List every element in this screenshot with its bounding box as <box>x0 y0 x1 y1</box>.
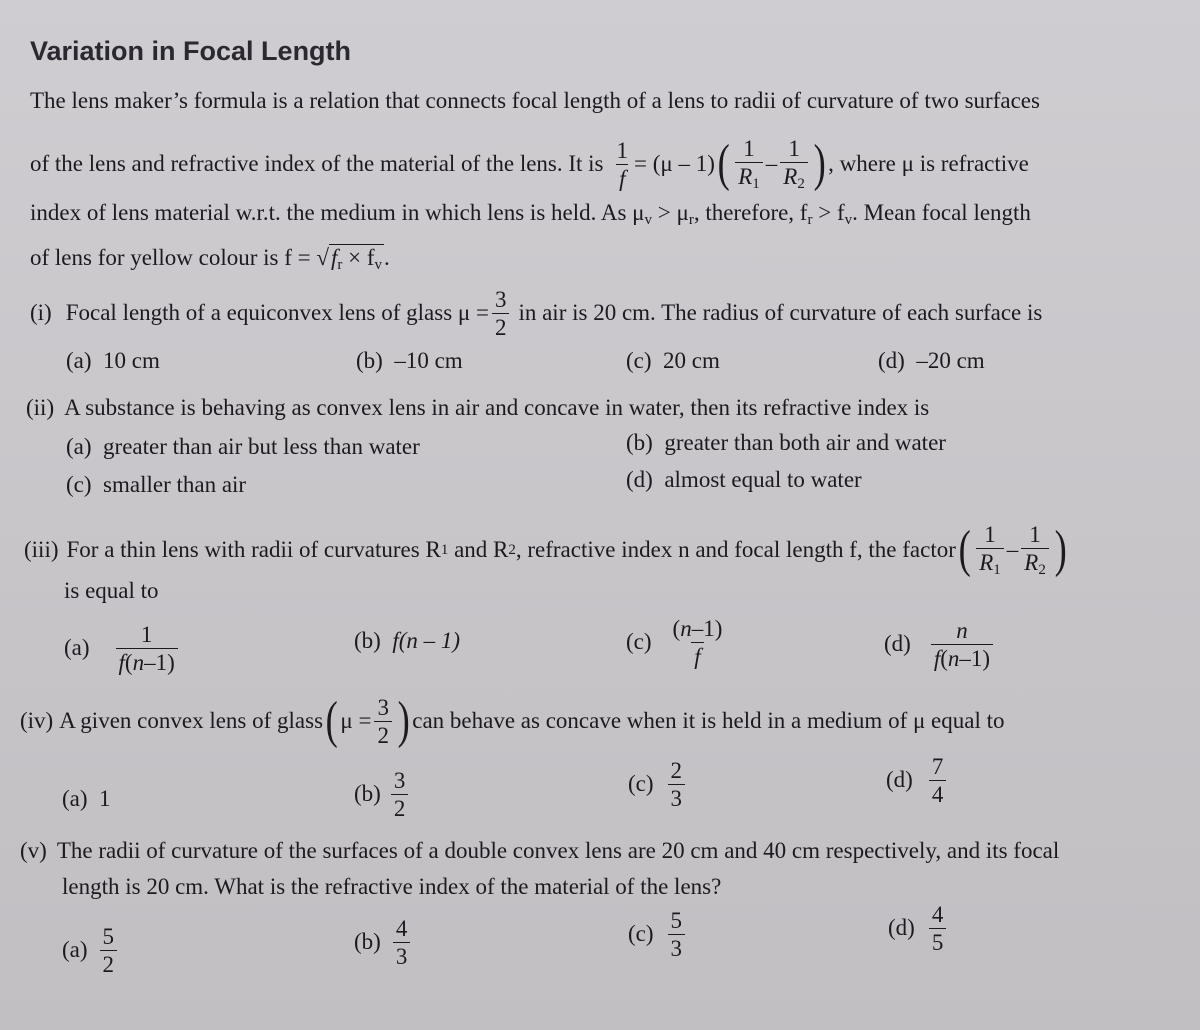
q4-option-d[interactable]: (d) $\frac{7}{4}$ <box>886 748 949 812</box>
question-5-line-1: (v) The radii of curvature of the surfaces of a double convex lens are 20 cm and 40 cm respectively, and its focal <box>20 838 1060 863</box>
formula-one-over-f: $\frac{1}{f}$ <box>616 137 629 191</box>
q2-text: A substance is behaving as convex lens in air and concave in water, then its refractive index is <box>64 395 930 420</box>
q3-option-a[interactable]: (a) $\frac{1}{f(n-1)}$ <box>64 616 181 680</box>
question-5-line-2: length is 20 cm. What is the refractive index of the material of the lens? <box>62 874 722 899</box>
q2-option-b[interactable]: (b) greater than both air and water <box>626 430 946 455</box>
section-heading: Variation in Focal Length <box>30 36 352 66</box>
q3-label: (iii) <box>24 537 59 562</box>
formula-mu-minus-one: = (μ – 1) <box>634 151 715 176</box>
q5-label: (v) <box>20 838 47 863</box>
mean-focal-sqrt: $f_r \times f_v$ <box>330 245 383 273</box>
q3-one-over-r2: $\frac{1}{R_2}$ <box>1021 523 1049 578</box>
formula-one-over-r2: $\frac{1}{R_2}$ <box>780 137 808 192</box>
intro-line-1: The lens maker’s formula is a relation that connects focal length of a lens to radii of curvature of two surfaces <box>30 88 1040 113</box>
q1-option-d[interactable]: (d) –20 cm <box>878 348 985 373</box>
q4-option-b[interactable]: (b) $\frac{3}{2}$ <box>354 762 411 826</box>
q3-option-b[interactable]: (b) f(n – 1) <box>354 628 461 653</box>
q1-label: (i) <box>30 300 52 325</box>
q5-option-c[interactable]: (c) $\frac{5}{3}$ <box>628 902 688 966</box>
q3-text-line-2: is equal to <box>64 578 159 603</box>
q1-option-c[interactable]: (c) 20 cm <box>626 348 720 373</box>
q3-option-c[interactable]: (c) $\frac{(n-1)}{f}$ <box>626 615 723 669</box>
q1-option-a[interactable]: (a) 10 cm <box>66 348 160 373</box>
intro-line-2: of the lens and refractive index of the material of the lens. It is $\frac{1}{f}$ = (μ – 1) ( $\frac{1}{R_1}$ – $\frac{1}{R_2}$ ) , where μ is refractive <box>30 135 1029 192</box>
q4-option-a[interactable]: (a) 1 <box>62 786 111 811</box>
q2-option-a[interactable]: (a) greater than air but less than water <box>66 434 420 459</box>
q1-text-b: in air is 20 cm. The radius of curvature of each surface is <box>518 300 1043 325</box>
q2-label: (ii) <box>26 395 55 420</box>
q5-option-a[interactable]: (a) $\frac{5}{2}$ <box>62 918 120 982</box>
formula-one-over-r1: $\frac{1}{R_1}$ <box>735 137 763 192</box>
question-1 <box>30 285 1042 341</box>
question-3: (iii) For a thin lens with radii of curvatures R 1 and R 2 , refractive index n and focal length f, the factor ( $\frac{1}{R_1}$ – $\frac{1}{R_2}$ ) <box>24 521 1067 578</box>
q5-option-d[interactable]: (d) $\frac{4}{5}$ <box>888 896 949 960</box>
q1-mu-fraction: $\frac{3}{2}$ <box>492 288 510 339</box>
q5-option-b[interactable]: (b) $\frac{4}{3}$ <box>354 910 413 974</box>
q1-text-a: Focal length of a equiconvex lens of glass μ = <box>65 300 489 325</box>
intro-line-2-end: , where μ is refractive <box>828 151 1029 176</box>
intro-line-4: of lens for yellow colour is $f = √f_r \times f_v$. <box>30 245 390 273</box>
question-2 <box>26 395 929 421</box>
q2-option-c[interactable]: (c) smaller than air <box>66 472 247 497</box>
question-4: (iv) A given convex lens of glass ( μ = $\frac{3}{2}$ ) can behave as concave when it is held in a medium of μ equal to <box>20 692 1005 749</box>
intro-line-2-start: of the lens and refractive index of the material of the lens. It is <box>30 151 604 176</box>
q4-option-c[interactable]: (c) $\frac{2}{3}$ <box>628 752 688 816</box>
intro-line-3: index of lens material w.r.t. the medium in which lens is held. As $\mu_v > \mu_r$, therefore, $f_r > f_v$. Mean focal length <box>30 200 1031 228</box>
q3-one-over-r1: $\frac{1}{R_1}$ <box>976 523 1004 578</box>
q4-label: (iv) <box>20 708 54 733</box>
q3-option-d[interactable]: (d) $\frac{n}{f(n-1)}$ <box>884 612 996 676</box>
q1-option-b[interactable]: (b) –10 cm <box>356 348 463 373</box>
q2-option-d[interactable]: (d) almost equal to water <box>626 467 862 492</box>
